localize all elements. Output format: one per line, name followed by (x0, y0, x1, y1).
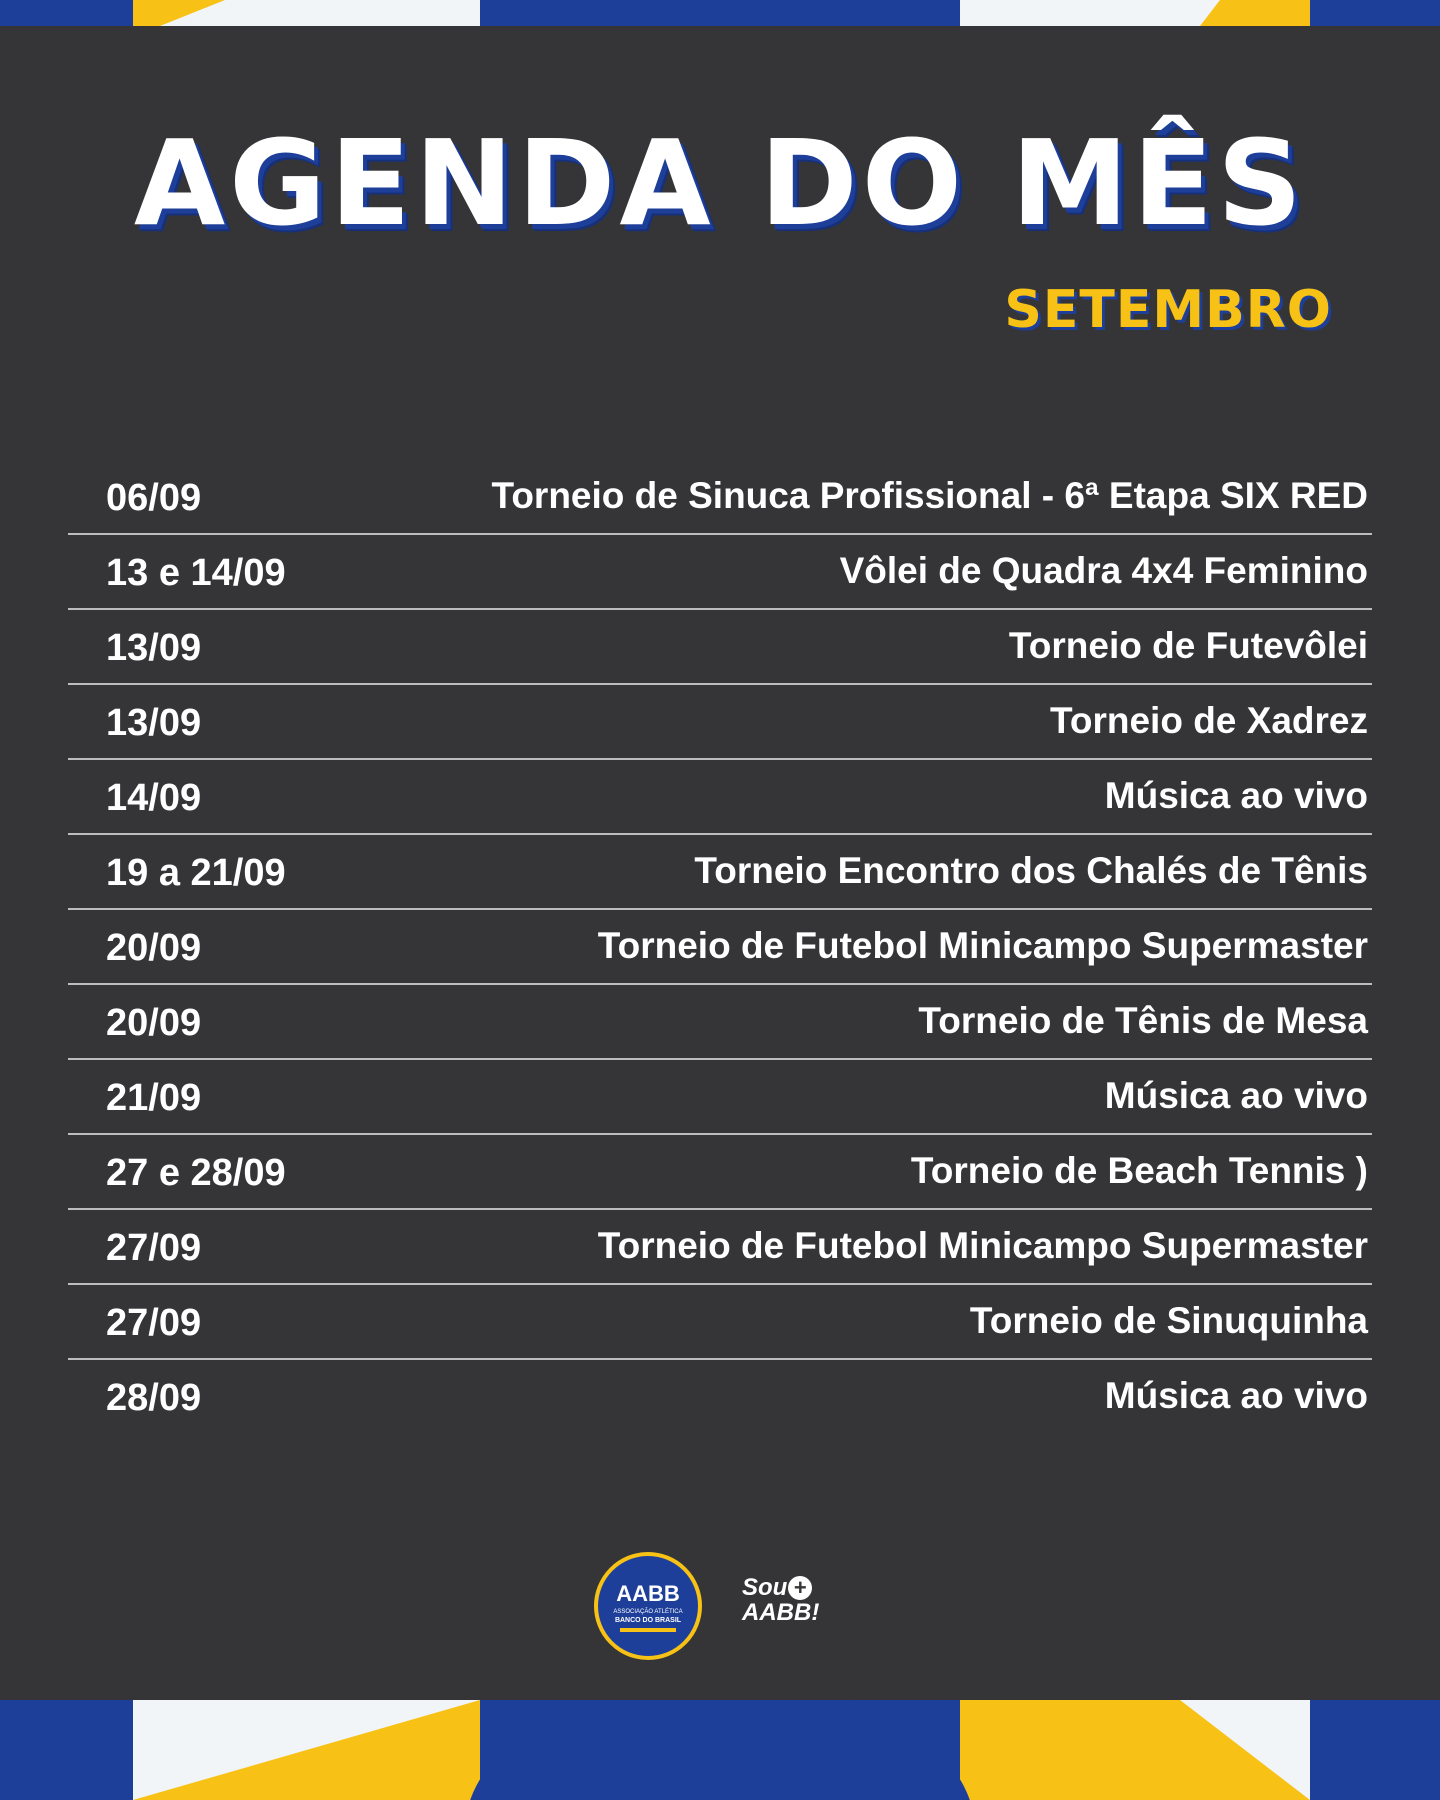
aabb-logo-bank: BANCO DO BRASIL (614, 1617, 682, 1624)
schedule-row (68, 1060, 1372, 1135)
schedule-date: 13 e 14/09 (106, 552, 286, 594)
month-subtitle: SETEMBRO (1004, 280, 1332, 340)
schedule-row (68, 1285, 1372, 1360)
schedule-date: 13/09 (106, 702, 202, 744)
schedule-date: 14/09 (106, 777, 202, 819)
schedule-date: 27/09 (106, 1302, 202, 1344)
aabb-logo-association: ASSOCIAÇÃO ATLÉTICA (613, 1609, 683, 1615)
schedule-event: Torneio de Xadrez (1050, 700, 1368, 741)
schedule-row (68, 685, 1372, 760)
bottom-band-shapes (0, 1700, 1440, 1800)
footer-logos (592, 1548, 852, 1668)
schedule-event: Música ao vivo (1104, 1375, 1368, 1416)
schedule-row (68, 1210, 1372, 1285)
schedule-event: Vôlei de Quadra 4x4 Feminino (839, 550, 1368, 591)
schedule-date: 06/09 (106, 477, 202, 519)
schedule-event: Torneio de Futevôlei (1008, 625, 1368, 666)
sou-logo-line1 (742, 1576, 819, 1600)
schedule-row (68, 1135, 1372, 1210)
schedule-event: Música ao vivo (1104, 775, 1368, 816)
aabb-logo (594, 1552, 702, 1660)
schedule-row (68, 985, 1372, 1060)
schedule-date: 28/09 (106, 1377, 202, 1419)
schedule-date: 20/09 (106, 927, 202, 969)
page-title: AGENDA DO MÊS (133, 114, 1307, 252)
schedule-row (68, 1360, 1372, 1435)
schedule-row (68, 535, 1372, 610)
schedule-event: Torneio de Beach Tennis ) (910, 1150, 1368, 1191)
sou-logo-line2: AABB! (742, 1599, 820, 1626)
schedule-event: Torneio de Futebol Minicampo Supermaster (597, 925, 1368, 966)
schedule-date: 19 a 21/09 (106, 852, 286, 894)
schedule-row (68, 910, 1372, 985)
schedule-list (68, 460, 1372, 1435)
schedule-event: Música ao vivo (1104, 1075, 1368, 1116)
schedule-date: 20/09 (106, 1002, 202, 1044)
schedule-date: 13/09 (106, 627, 202, 669)
schedule-event: Torneio Encontro dos Chalés de Tênis (694, 850, 1368, 891)
top-decorative-band (0, 0, 1440, 26)
aabb-logo-stripe (620, 1628, 676, 1632)
schedule-date: 27/09 (106, 1227, 202, 1269)
top-band-shapes (0, 0, 1440, 26)
schedule-event: Torneio de Futebol Minicampo Supermaster (597, 1225, 1368, 1266)
schedule-row (68, 610, 1372, 685)
schedule-date: 27 e 28/09 (106, 1152, 286, 1194)
sou-aabb-logo (742, 1576, 819, 1626)
bottom-decorative-band (0, 1700, 1440, 1800)
plus-circle-icon: + (788, 1576, 812, 1600)
schedule-row (68, 835, 1372, 910)
schedule-row (68, 760, 1372, 835)
aabb-logo-name: AABB (616, 1581, 680, 1606)
schedule-event: Torneio de Tênis de Mesa (918, 1000, 1368, 1041)
sou-logo-word: Sou (742, 1574, 788, 1601)
schedule-event: Torneio de Sinuquinha (969, 1300, 1368, 1341)
schedule-date: 21/09 (106, 1077, 202, 1119)
schedule-row (68, 460, 1372, 535)
schedule-event: Torneio de Sinuca Profissional - 6ª Etapa SIX RED (491, 475, 1368, 516)
